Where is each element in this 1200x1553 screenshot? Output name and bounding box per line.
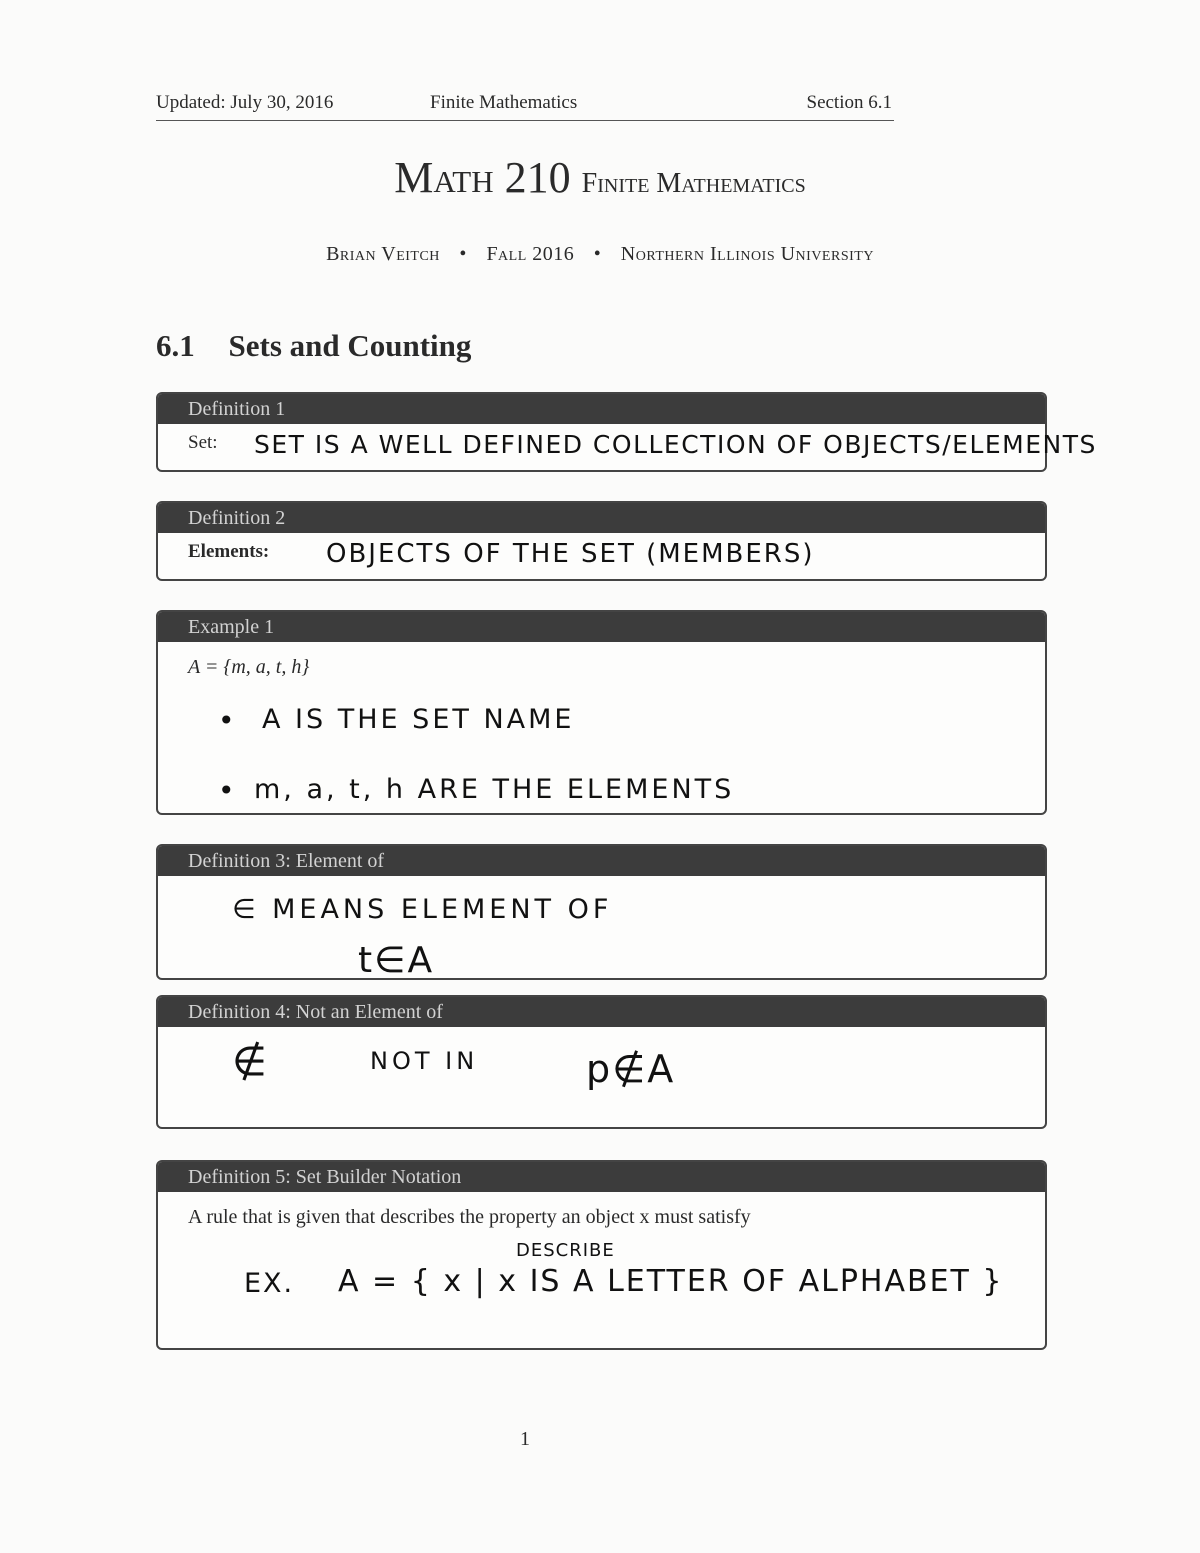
handwritten-answer: OBJECTS OF THE SET (MEMBERS) [326,539,815,569]
box-title: Definition 4: Not an Element of [158,997,1045,1027]
header-course: Finite Mathematics [430,92,578,113]
byline [0,243,1200,266]
box-title: Definition 5: Set Builder Notation [158,1162,1045,1192]
title-sub: Finite Mathematics [581,168,806,199]
header-section: Section 6.1 [806,92,892,113]
set-builder-example: A = { x | x IS A LETTER OF ALPHABET } [338,1264,1004,1299]
set-example: A = {m, a, t, h} [188,656,310,678]
handwritten-note: DESCRIBE [516,1240,615,1261]
term-label: Set: [188,432,218,453]
byline-school: Northern Illinois University [620,243,874,265]
definition-4-box [156,995,1047,1129]
box-title: Definition 3: Element of [158,846,1045,876]
example-1-box [156,610,1047,815]
section-heading [156,328,471,364]
definition-3-box [156,844,1047,980]
byline-separator: • [459,243,467,265]
box-title: Definition 1 [158,394,1045,424]
not-element-symbol: ∉ [232,1039,269,1085]
running-header [156,90,894,121]
handwritten-note: m, a, t, h ARE THE ELEMENTS [254,774,735,805]
section-title: Sets and Counting [228,328,472,363]
handwritten-answer: SET IS A WELL DEFINED COLLECTION OF OBJECTS/ELEMENTS [254,430,1097,459]
definition-2-box [156,501,1047,581]
section-number: 6.1 [156,328,195,363]
header-updated: Updated: July 30, 2016 [156,92,334,113]
bullet-icon: • [218,774,237,807]
box-title: Definition 2 [158,503,1045,533]
document-title [0,152,1200,203]
handwritten-example: t∈A [358,940,435,981]
title-main: Math 210 [394,153,571,202]
page-number: 1 [520,1428,530,1450]
handwritten-note: NOT IN [370,1047,479,1075]
handwritten-example: p∉A [586,1047,676,1091]
definition-1-box [156,392,1097,472]
handwritten-note: ∈ MEANS ELEMENT OF [232,894,613,925]
term-label: Elements: [188,541,270,562]
example-label: EX. [244,1268,295,1299]
byline-term: Fall 2016 [486,243,575,265]
definition-5-box [156,1160,1047,1350]
bullet-icon: • [218,704,237,737]
box-title: Example 1 [158,612,1045,642]
handwritten-note: A IS THE SET NAME [262,704,575,735]
definition-text: A rule that is given that describes the property an object x must satisfy [188,1206,751,1228]
byline-separator: • [593,243,602,265]
byline-author: Brian Veitch [326,243,440,265]
